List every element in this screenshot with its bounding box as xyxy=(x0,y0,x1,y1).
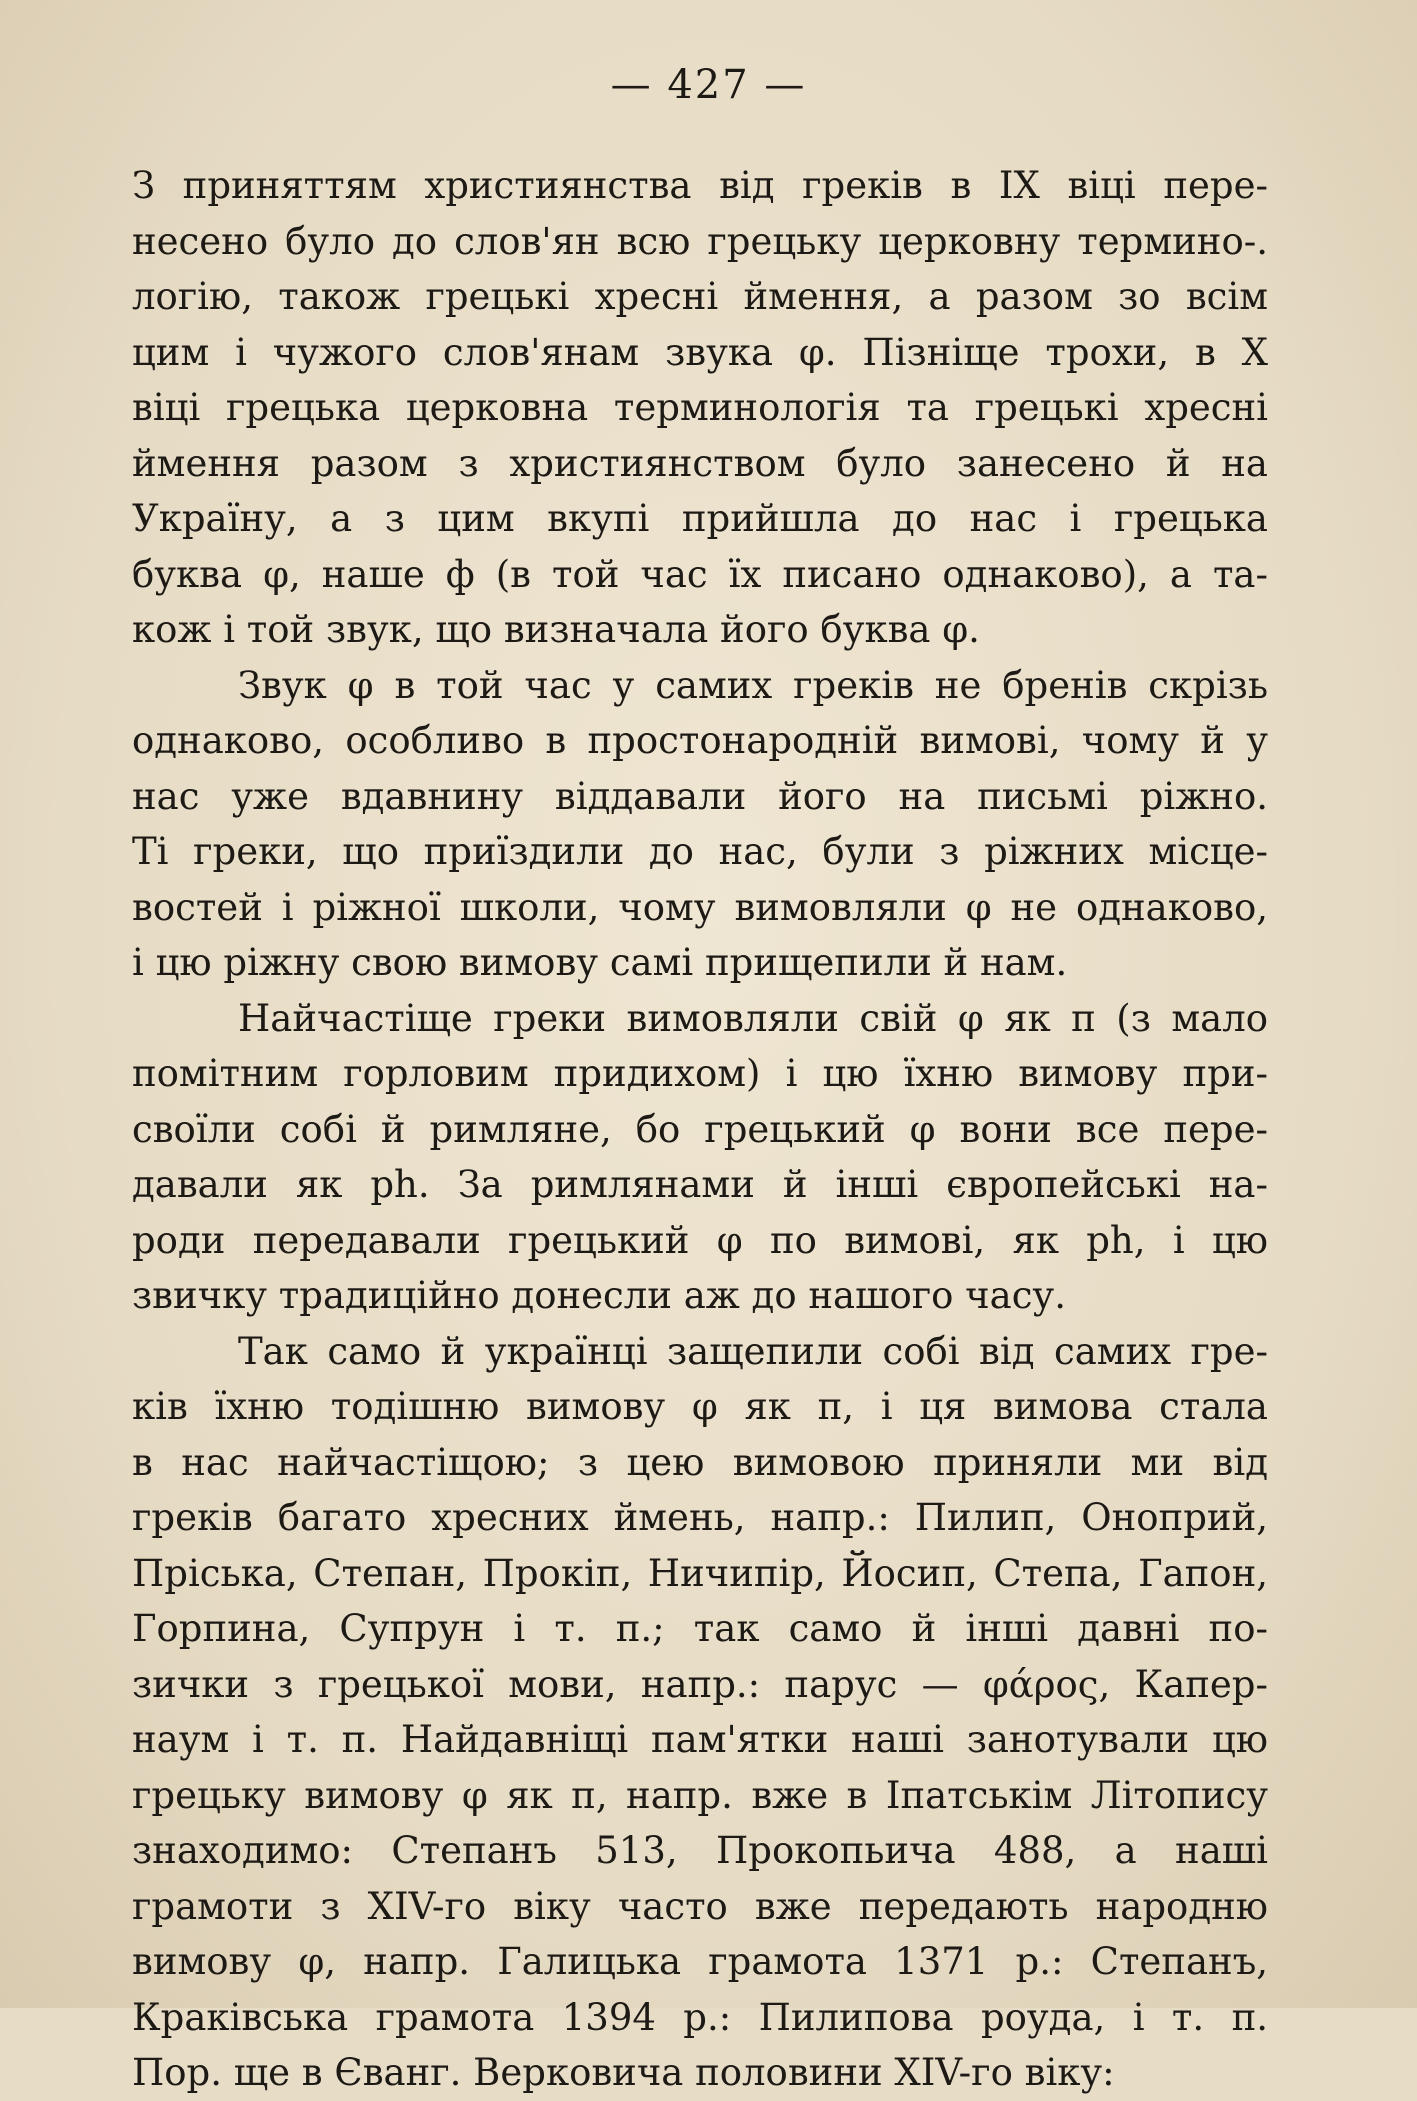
text-line: З приняттям християнства від греків в IX віці пере- xyxy=(132,164,1268,207)
text-line: в нас найчастіщою; з цею вимовою приняли ми від xyxy=(132,1440,1268,1484)
text-line: Так само й українці защепили собі від самих гре- xyxy=(238,1329,1268,1373)
text-line: Україну, а з цим вкупі прийшла до нас і грецька xyxy=(132,497,1268,540)
text-line: кож і той звук, що визначала його буква φ. xyxy=(132,608,980,651)
text-line: своїли собі й римляне, бо грецький φ вони все пере- xyxy=(132,1107,1268,1151)
text-line: нас уже вдавнину віддавали його на письмі ріжно. xyxy=(132,774,1268,818)
text-line: Пріська, Степан, Прокіп, Ничипір, Йосип, Степа, Гапон, xyxy=(132,1551,1268,1595)
text-line: востей і ріжної школи, чому вимовляли φ не однаково, xyxy=(132,885,1268,929)
text-line: і цю ріжну свою вимову самі прищепили й нам. xyxy=(132,941,1068,984)
text-line: Горпина, Супрун і т. п.; так само й інші давні по- xyxy=(132,1607,1268,1650)
text-line: наум і т. п. Найдавніщі пам'ятки наші занотували цю xyxy=(132,1718,1268,1761)
text-line: Краківська грамота 1394 р.: Пилипова роуда, і т. п. xyxy=(132,1995,1268,2039)
body-text xyxy=(132,158,1268,2101)
text-line: звичку традиційно донесли аж до нашого часу. xyxy=(132,1274,1066,1317)
text-line: роди передавали грецький φ по вимові, як ph, і цю xyxy=(132,1218,1268,1262)
text-line: Ті греки, що приїздили до нас, були з ріжних місце- xyxy=(132,830,1268,873)
text-line: давали як ph. За римлянами й інші європейські на- xyxy=(132,1163,1268,1206)
text-line: Звук φ в той час у самих греків не бренів скрізь xyxy=(238,663,1268,707)
text-line: буква φ, наше ф (в той час їх писано однаково), а та- xyxy=(132,552,1268,596)
text-line: цим і чужого слов'янам звука φ. Пізніще трохи, в X xyxy=(132,330,1268,374)
text-line: греків багато хресних ймень, напр.: Пилип, Оноприй, xyxy=(132,1496,1268,1539)
text-line: Найчастіще греки вимовляли свій φ як п (з мало xyxy=(238,996,1268,1040)
text-line: несено було до слов'ян всю грецьку церковну термино-. xyxy=(132,219,1268,263)
text-line: віці грецька церковна терминологія та грецькі хресні xyxy=(132,386,1268,429)
text-line: вимову φ, напр. Галицька грамота 1371 р.: Степанъ, xyxy=(132,1940,1268,1983)
text-line: зички з грецької мови, напр.: парус — φάρος, Капер- xyxy=(132,1662,1268,1706)
paragraph xyxy=(132,658,1268,991)
text-line: Пор. ще в Єванг. Верковича половини XIV-го віку: xyxy=(132,2051,1115,2094)
text-line: логію, також грецькі хресні ймення, а разом зо всім xyxy=(132,275,1268,318)
text-line: ків їхню тодішню вимову φ як п, і ця вимова стала xyxy=(132,1385,1268,1428)
paragraph xyxy=(132,991,1268,1324)
page-number: — 427 — xyxy=(610,62,807,108)
text-line: помітним горловим придихом) і цю їхню вимову при- xyxy=(132,1052,1268,1095)
text-line: грецьку вимову φ як п, напр. вже в Іпатськім Літопису xyxy=(132,1773,1268,1817)
paragraph xyxy=(132,158,1268,658)
paragraph xyxy=(132,1324,1268,2101)
text-line: грамоти з XIV-го віку часто вже передають народню xyxy=(132,1884,1268,1928)
text-line: ймення разом з християнством було занесено й на xyxy=(132,441,1268,485)
text-line: однаково, особливо в простонародній вимові, чому й у xyxy=(132,719,1268,762)
text-line: знаходимо: Степанъ 513, Прокопьича 488, а наші xyxy=(132,1829,1268,1872)
